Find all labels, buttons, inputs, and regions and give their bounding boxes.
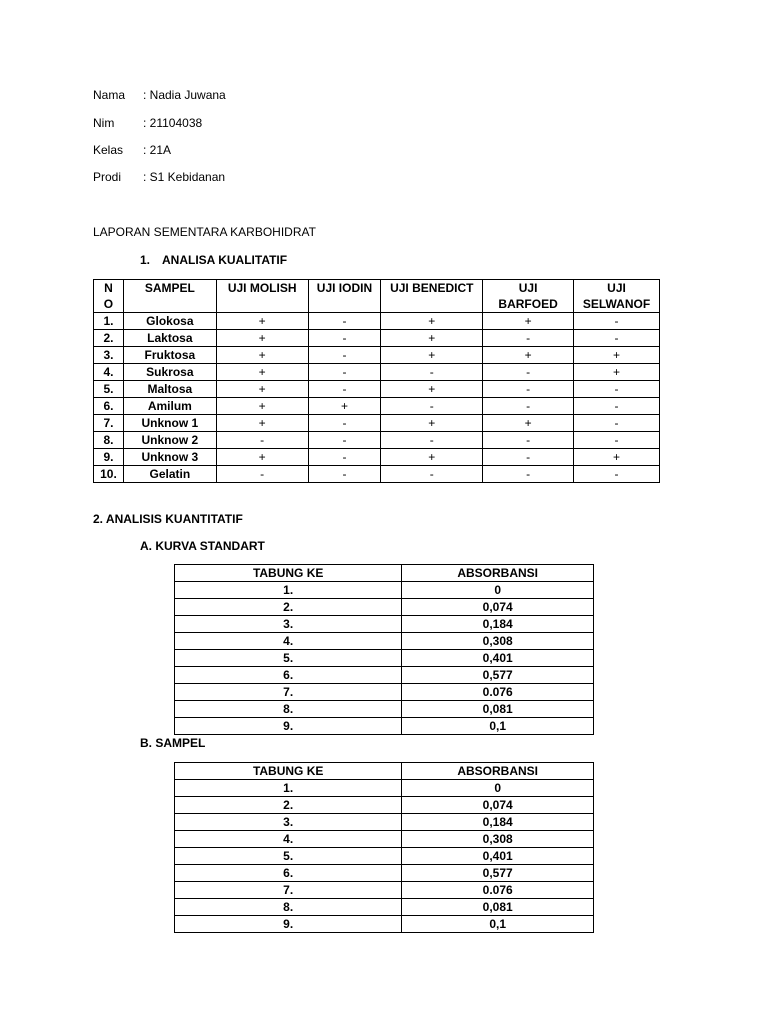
cell-absorbansi: 0.076 (402, 882, 594, 899)
cell-absorbansi: 0,081 (402, 701, 594, 718)
col-header-tabung: TABUNG KE (175, 763, 402, 780)
cell-benedict: + (381, 313, 483, 330)
cell-benedict: + (381, 449, 483, 466)
table-row (175, 865, 594, 882)
cell-molish: - (216, 432, 308, 449)
cell-no: 2. (94, 330, 124, 347)
cell-absorbansi: 0,184 (402, 814, 594, 831)
cell-selwanof: + (574, 449, 660, 466)
cell-tabung: 8. (175, 899, 402, 916)
cell-selwanof: + (574, 364, 660, 381)
cell-iodin: - (308, 381, 381, 398)
cell-iodin: - (308, 432, 381, 449)
cell-barfoed: - (483, 381, 574, 398)
cell-iodin: - (308, 449, 381, 466)
cell-absorbansi: 0 (402, 582, 594, 599)
col-header-tabung: TABUNG KE (175, 565, 402, 582)
cell-barfoed: - (483, 432, 574, 449)
identity-label-prodi: Prodi (93, 170, 122, 184)
cell-tabung: 6. (175, 667, 402, 684)
cell-absorbansi: 0,308 (402, 633, 594, 650)
col-header-absorbansi: ABSORBANSI (402, 565, 594, 582)
cell-absorbansi: 0,308 (402, 831, 594, 848)
cell-sampel: Unknow 3 (123, 449, 216, 466)
cell-absorbansi: 0,081 (402, 899, 594, 916)
cell-barfoed: - (483, 330, 574, 347)
cell-sampel: Glokosa (123, 313, 216, 330)
table-row (175, 633, 594, 650)
table-row (175, 684, 594, 701)
cell-benedict: + (381, 381, 483, 398)
table-row (175, 650, 594, 667)
cell-sampel: Amilum (123, 398, 216, 415)
cell-no: 10. (94, 466, 124, 483)
sample-table (174, 762, 594, 933)
cell-selwanof: - (574, 313, 660, 330)
table-row (175, 599, 594, 616)
cell-selwanof: - (574, 330, 660, 347)
cell-absorbansi: 0.076 (402, 684, 594, 701)
cell-sampel: Sukrosa (123, 364, 216, 381)
standard-curve-table (174, 564, 594, 735)
cell-molish: + (216, 398, 308, 415)
cell-selwanof: - (574, 381, 660, 398)
col-header-selwanof: UJI SELWANOF (574, 280, 660, 313)
cell-tabung: 5. (175, 650, 402, 667)
cell-absorbansi: 0,401 (402, 650, 594, 667)
report-title: LAPORAN SEMENTARA KARBOHIDRAT (93, 225, 316, 239)
cell-barfoed: + (483, 415, 574, 432)
cell-sampel: Fruktosa (123, 347, 216, 364)
cell-no: 8. (94, 432, 124, 449)
table-row (175, 701, 594, 718)
table-row (175, 718, 594, 735)
cell-barfoed: - (483, 449, 574, 466)
identity-value-kelas: : 21A (143, 143, 172, 157)
col-header-benedict: UJI BENEDICT (381, 280, 483, 313)
table-row (94, 415, 660, 432)
col-header-molish: UJI MOLISH (216, 280, 308, 313)
cell-absorbansi: 0,577 (402, 865, 594, 882)
col-header-iodin: UJI IODIN (308, 280, 381, 313)
cell-selwanof: + (574, 347, 660, 364)
cell-tabung: 6. (175, 865, 402, 882)
table-row (175, 814, 594, 831)
cell-no: 9. (94, 449, 124, 466)
col-header-no: N O (94, 280, 124, 313)
cell-barfoed: + (483, 347, 574, 364)
cell-no: 4. (94, 364, 124, 381)
cell-molish: + (216, 330, 308, 347)
table-row (175, 797, 594, 814)
cell-no: 5. (94, 381, 124, 398)
cell-selwanof: - (574, 398, 660, 415)
cell-sampel: Unknow 1 (123, 415, 216, 432)
table-row (175, 616, 594, 633)
cell-no: 7. (94, 415, 124, 432)
section1-heading: ANALISA KUALITATIF (162, 253, 288, 267)
cell-benedict: - (381, 398, 483, 415)
cell-tabung: 7. (175, 684, 402, 701)
cell-tabung: 4. (175, 831, 402, 848)
section2-heading: 2. ANALISIS KUANTITATIF (93, 512, 243, 526)
cell-tabung: 8. (175, 701, 402, 718)
table-row (94, 466, 660, 483)
cell-tabung: 1. (175, 780, 402, 797)
cell-iodin: - (308, 466, 381, 483)
cell-molish: + (216, 313, 308, 330)
col-header-sampel: SAMPEL (123, 280, 216, 313)
identity-value-prodi: : S1 Kebidanan (143, 170, 226, 184)
table-row (175, 848, 594, 865)
cell-molish: + (216, 381, 308, 398)
cell-selwanof: - (574, 432, 660, 449)
cell-selwanof: - (574, 466, 660, 483)
cell-molish: + (216, 415, 308, 432)
cell-tabung: 1. (175, 582, 402, 599)
cell-benedict: + (381, 347, 483, 364)
cell-iodin: + (308, 398, 381, 415)
cell-benedict: - (381, 364, 483, 381)
cell-barfoed: + (483, 313, 574, 330)
section1-number: 1. (140, 253, 151, 267)
cell-no: 1. (94, 313, 124, 330)
table-row (175, 582, 594, 599)
table-row (94, 364, 660, 381)
cell-iodin: - (308, 313, 381, 330)
qualitative-table (93, 279, 660, 483)
table-row (94, 330, 660, 347)
cell-absorbansi: 0 (402, 780, 594, 797)
cell-tabung: 4. (175, 633, 402, 650)
col-header-absorbansi: ABSORBANSI (402, 763, 594, 780)
cell-absorbansi: 0,401 (402, 848, 594, 865)
cell-molish: + (216, 449, 308, 466)
table-row (175, 780, 594, 797)
cell-benedict: - (381, 466, 483, 483)
cell-iodin: - (308, 330, 381, 347)
subsection-a-heading: A. KURVA STANDART (140, 539, 265, 553)
cell-no: 3. (94, 347, 124, 364)
table-row (175, 882, 594, 899)
cell-tabung: 7. (175, 882, 402, 899)
cell-tabung: 9. (175, 916, 402, 933)
table-row (175, 667, 594, 684)
cell-benedict: + (381, 415, 483, 432)
cell-benedict: - (381, 432, 483, 449)
cell-molish: + (216, 364, 308, 381)
cell-sampel: Maltosa (123, 381, 216, 398)
cell-tabung: 2. (175, 797, 402, 814)
cell-barfoed: - (483, 398, 574, 415)
cell-selwanof: - (574, 415, 660, 432)
table-row (175, 899, 594, 916)
identity-value-nim: : 21104038 (143, 116, 203, 130)
cell-sampel: Laktosa (123, 330, 216, 347)
cell-no: 6. (94, 398, 124, 415)
cell-iodin: - (308, 364, 381, 381)
table-row (94, 449, 660, 466)
subsection-b-heading: B. SAMPEL (140, 736, 206, 750)
cell-molish: + (216, 347, 308, 364)
cell-absorbansi: 0,1 (402, 916, 594, 933)
cell-tabung: 3. (175, 814, 402, 831)
cell-benedict: + (381, 330, 483, 347)
cell-sampel: Gelatin (123, 466, 216, 483)
identity-label-nim: Nim (93, 116, 115, 130)
cell-absorbansi: 0,184 (402, 616, 594, 633)
identity-label-kelas: Kelas (93, 143, 124, 157)
cell-barfoed: - (483, 364, 574, 381)
cell-absorbansi: 0,1 (402, 718, 594, 735)
cell-iodin: - (308, 347, 381, 364)
cell-tabung: 2. (175, 599, 402, 616)
cell-sampel: Unknow 2 (123, 432, 216, 449)
cell-iodin: - (308, 415, 381, 432)
cell-tabung: 3. (175, 616, 402, 633)
table-row (94, 381, 660, 398)
table-row (94, 432, 660, 449)
cell-tabung: 9. (175, 718, 402, 735)
cell-barfoed: - (483, 466, 574, 483)
table-row (94, 347, 660, 364)
cell-absorbansi: 0,577 (402, 667, 594, 684)
cell-absorbansi: 0,074 (402, 797, 594, 814)
table-row (175, 916, 594, 933)
table-row (94, 313, 660, 330)
cell-absorbansi: 0,074 (402, 599, 594, 616)
identity-label-nama: Nama (93, 88, 126, 102)
cell-molish: - (216, 466, 308, 483)
cell-tabung: 5. (175, 848, 402, 865)
table-row (175, 831, 594, 848)
table-row (94, 398, 660, 415)
identity-value-nama: : Nadia Juwana (143, 88, 226, 102)
col-header-barfoed: UJI BARFOED (483, 280, 574, 313)
